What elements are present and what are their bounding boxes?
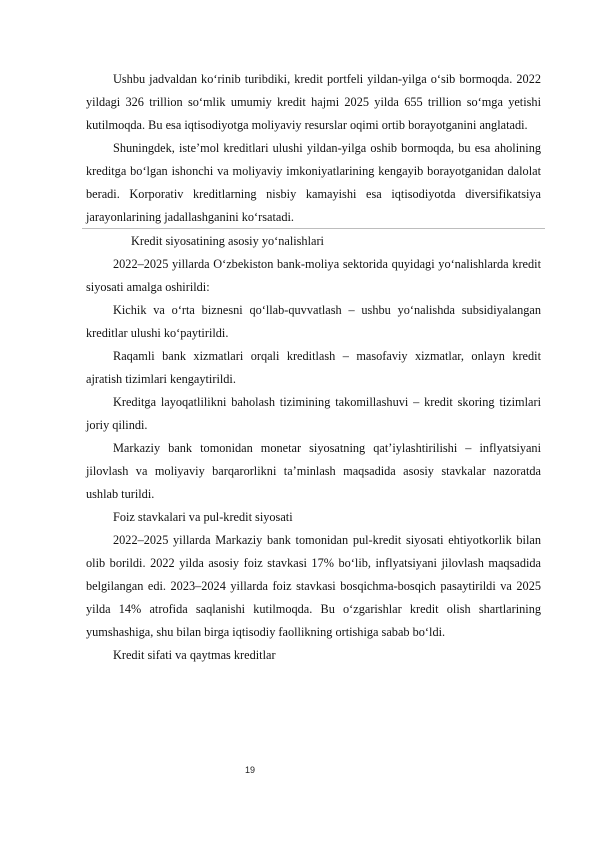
heading-credit-quality: Kredit sifati va qaytmas kreditlar [113,648,276,662]
paragraph-policy-sme: Kichik va o‘rta biznesni qo‘llab-quvvatlash – ushbu yo‘nalishda subsidiyalangan kreditlar ulushi ko‘paytirildi. [86,303,541,340]
paragraph-policy-intro: 2022–2025 yillarda O‘zbekiston bank-moliya sektorida quyidagi yo‘nalishlarda kredit siyosati amalga oshirildi: [86,257,541,294]
paragraph-policy-scoring: Kreditga layoqatlilikni baholash tizimining takomillashuvi – kredit skoring tizimlari joriy qilindi. [86,395,541,432]
paragraph-policy-digital: Raqamli bank xizmatlari orqali kreditlash – masofaviy xizmatlar, onlayn kredit ajratish tizimlari kengaytirildi. [86,349,541,386]
paragraph-consumer-credit: Shuningdek, iste’mol kreditlari ulushi yildan-yilga oshib bormoqda, bu esa aholining kreditga bo‘lgan ishonchi va moliyaviy imkoniyatlarining kengayib borayotganidan dalolat beradi. Korporativ kreditlarning nisbiy kamayishi esa iqtisodiyotda diversifikatsiya jarayonlarining jadallashganini ko‘rsatadi. [86,141,541,224]
heading-interest-rates: Foiz stavkalari va pul-kredit siyosati [113,510,293,524]
document-page [86,68,541,667]
paragraph-policy-monetary: Markaziy bank tomonidan monetar siyosatning qat’iylashtirilishi – inflyatsiyani jilovlash va moliyaviy barqarorlikni ta’minlash maqsadida asosiy stavkalar nazoratda ushlab turildi. [86,441,541,501]
paragraph-table-analysis: Ushbu jadvaldan ko‘rinib turibdiki, kredit portfeli yildan-yilga o‘sib bormoqda. 2022 yildagi 326 trillion so‘mlik umumiy kredit hajmi 2025 yilda 655 trillion so‘mga yetishi kutilmoqda. Bu esa iqtisodiyotga moliyaviy resurslar oqimi ortib borayotganini anglatadi. [86,72,541,132]
paragraph-interest-policy: 2022–2025 yillarda Markaziy bank tomonidan pul-kredit siyosati ehtiyotkorlik bilan olib borildi. 2022 yilda asosiy foiz stavkasi 17% bo‘lib, inflyatsiyani jilovlash maqsadida belgilangan edi. 2023–2024 yillarda foiz stavkasi bosqichma-bosqich pasaytirildi va 2025 yilda 14% atrofida saqlanishi kutilmoqda. Bu o‘zgarishlar kredit olish shartlarining yumshashiga, shu bilan birga iqtisodiy faollikning ortishiga sabab bo‘ldi. [86,533,541,639]
page-number: 19 [245,765,256,775]
heading-credit-policy: Kredit siyosatining asosiy yo‘nalishlari [131,234,324,248]
